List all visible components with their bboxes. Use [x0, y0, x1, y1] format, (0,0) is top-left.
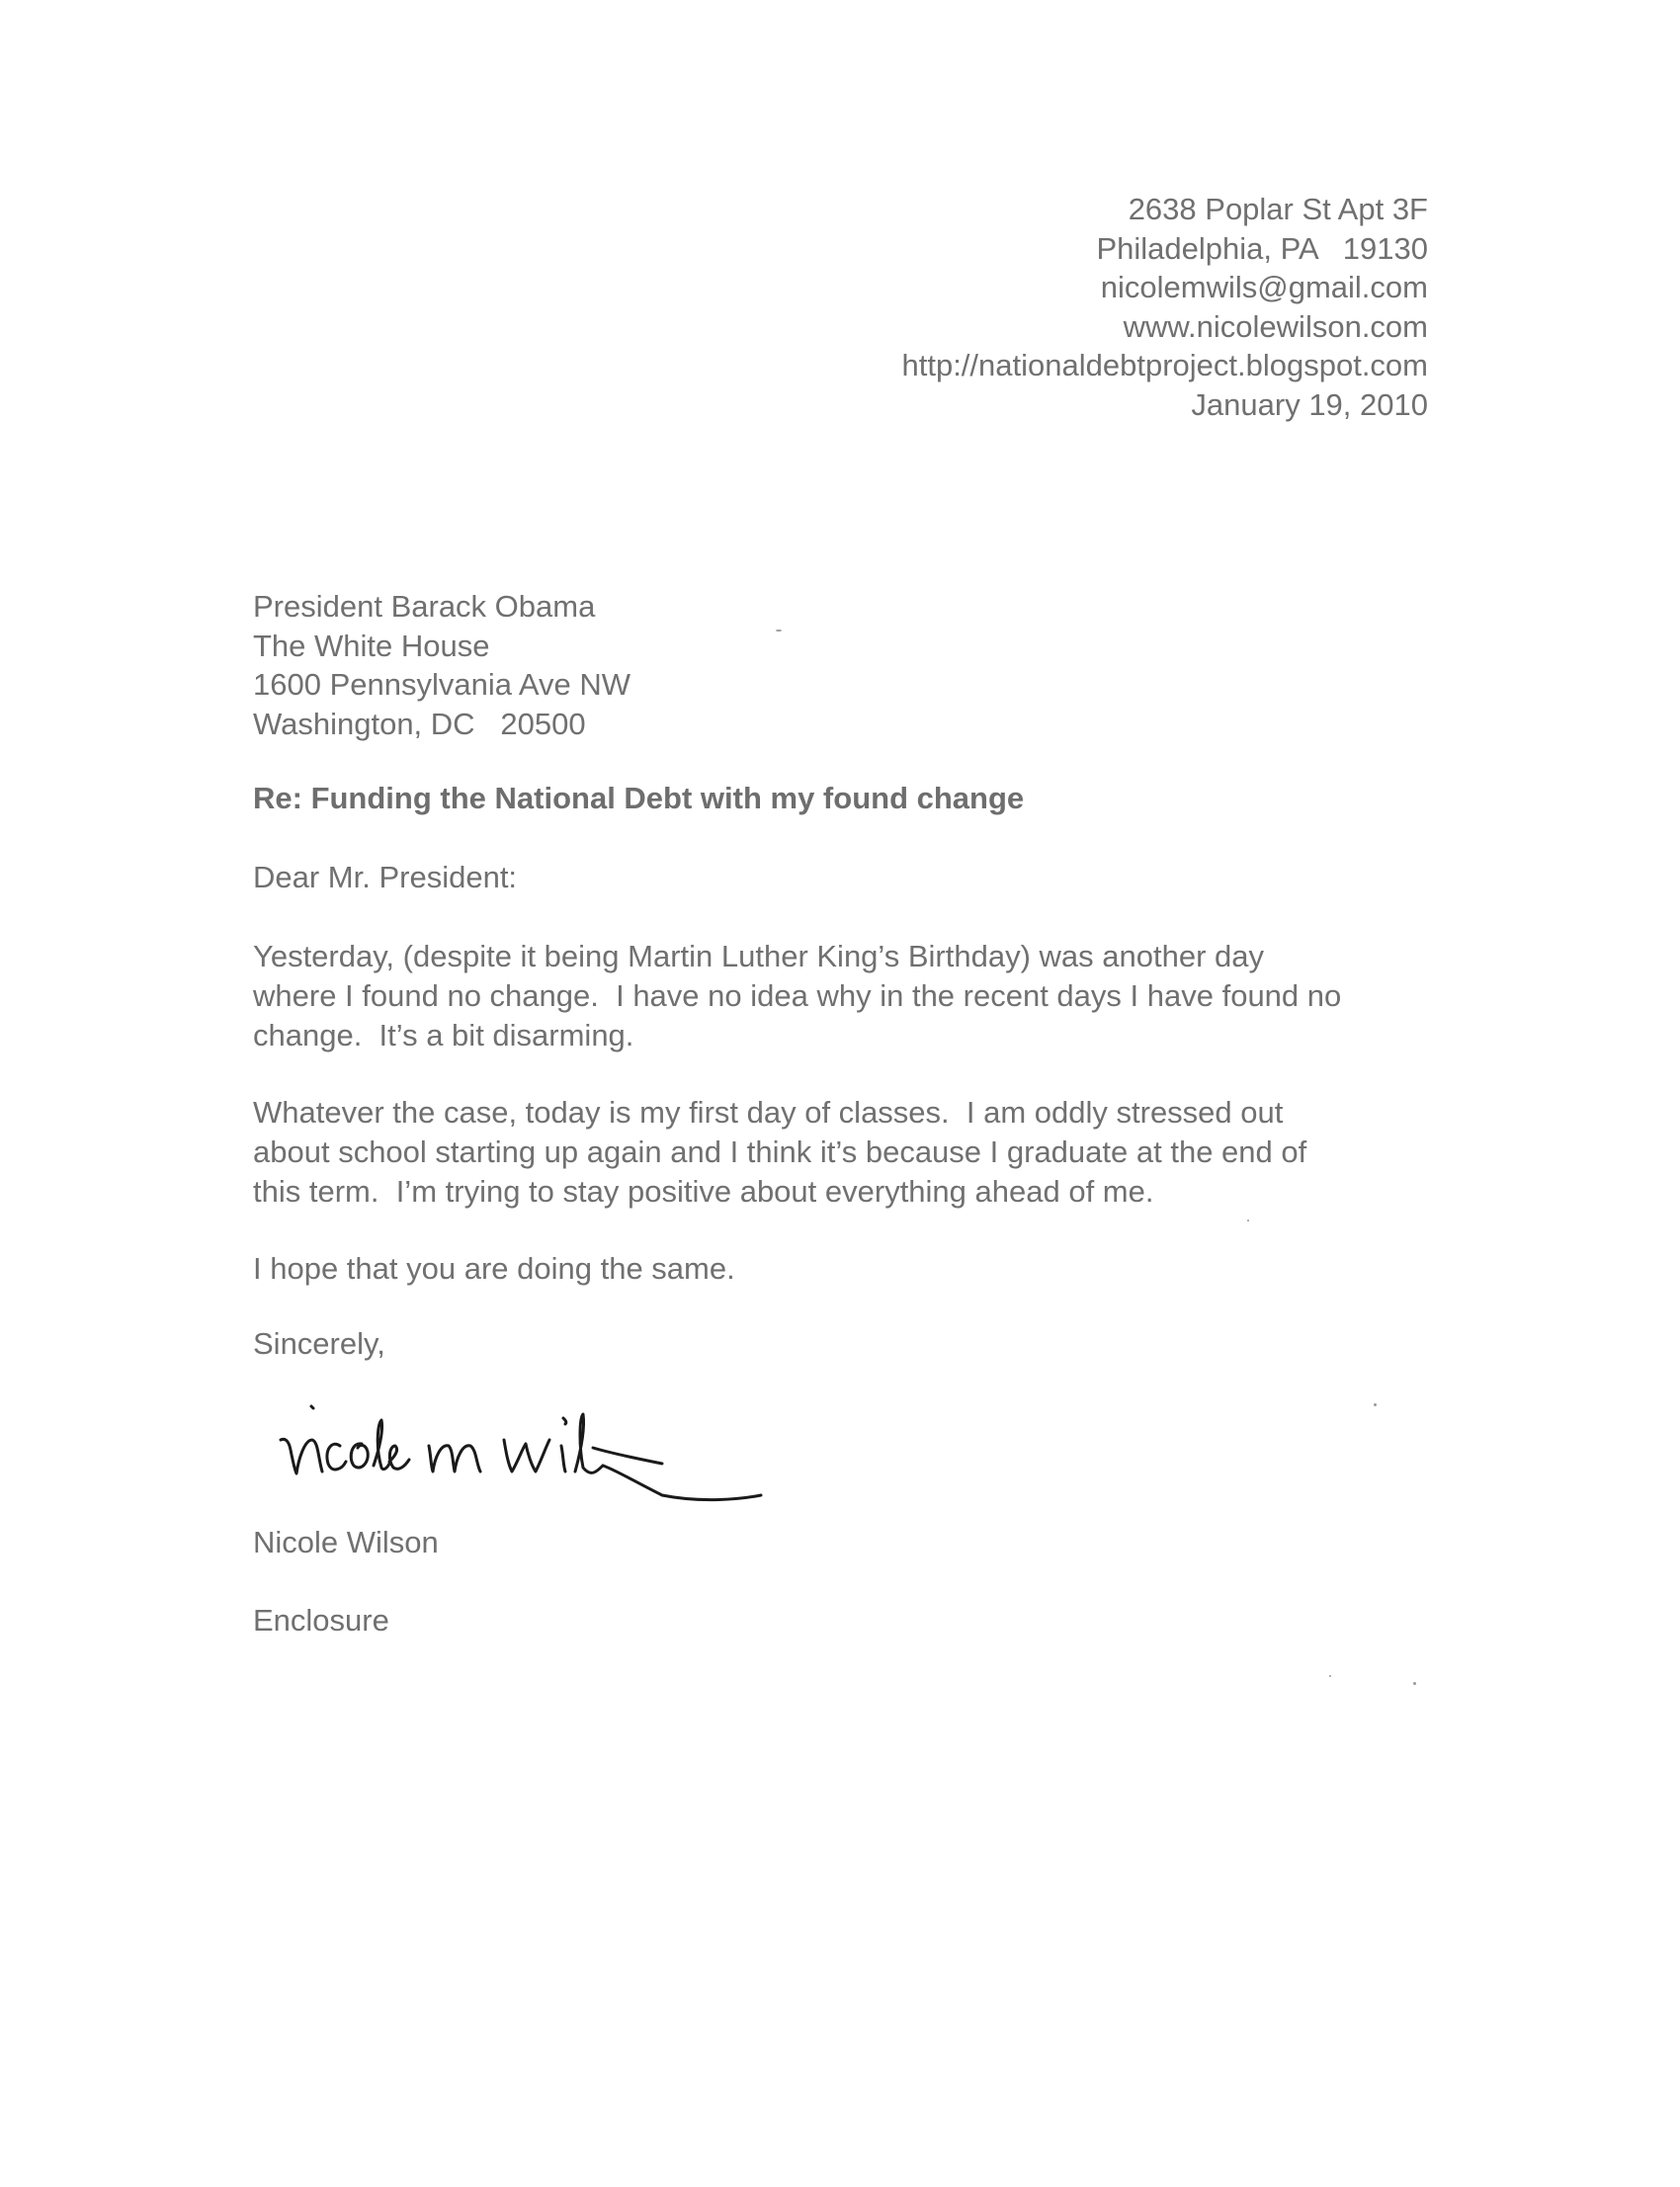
paragraph-line: Yesterday, (despite it being Martin Luther King’s Birthday) was another day — [253, 939, 1264, 973]
recipient-city: Washington, DC 20500 — [253, 706, 586, 741]
sender-block — [901, 190, 1428, 424]
enclosure-note: Enclosure — [253, 1603, 389, 1638]
sender-address-line1: 2638 Poplar St Apt 3F — [1128, 192, 1428, 226]
subject-line: Re: Funding the National Debt with my found change — [253, 781, 1025, 815]
paragraph-line: Whatever the case, today is my first day of classes. I am oddly stressed out — [253, 1095, 1284, 1130]
letter-date: January 19, 2010 — [1191, 386, 1428, 422]
handwritten-signature — [267, 1379, 820, 1507]
closing: Sincerely, — [253, 1326, 385, 1361]
paragraph-line: where I found no change. I have no idea why in the recent days I have found no — [253, 978, 1342, 1013]
sender-blog: http://nationaldebtproject.blogspot.com — [901, 348, 1428, 382]
recipient-org: The White House — [253, 628, 490, 663]
paragraph-1 — [253, 937, 1429, 1055]
salutation: Dear Mr. President: — [253, 860, 518, 894]
recipient-street: 1600 Pennsylvania Ave NW — [253, 667, 630, 702]
paragraph-line: change. It’s a bit disarming. — [253, 1018, 634, 1052]
paragraph-3 — [253, 1249, 1429, 1289]
signer-name: Nicole Wilson — [253, 1525, 439, 1559]
recipient-block — [253, 587, 630, 743]
sender-email: nicolemwils@gmail.com — [1100, 270, 1428, 304]
paragraph-line: about school starting up again and I think it’s because I graduate at the end of — [253, 1135, 1307, 1169]
paragraph-line: this term. I’m trying to stay positive about everything ahead of me. — [253, 1174, 1154, 1209]
sender-website: www.nicolewilson.com — [1123, 308, 1428, 344]
recipient-name: President Barack Obama — [253, 589, 596, 624]
scan-speck — [1374, 1403, 1377, 1406]
scan-speck — [1329, 1675, 1331, 1677]
scan-speck — [776, 630, 782, 631]
scan-speck — [1247, 1220, 1249, 1221]
sender-address-line2: Philadelphia, PA 19130 — [1096, 230, 1428, 266]
paragraph-line: I hope that you are doing the same. — [253, 1251, 735, 1286]
scan-speck — [1413, 1682, 1416, 1685]
paragraph-2 — [253, 1093, 1429, 1212]
